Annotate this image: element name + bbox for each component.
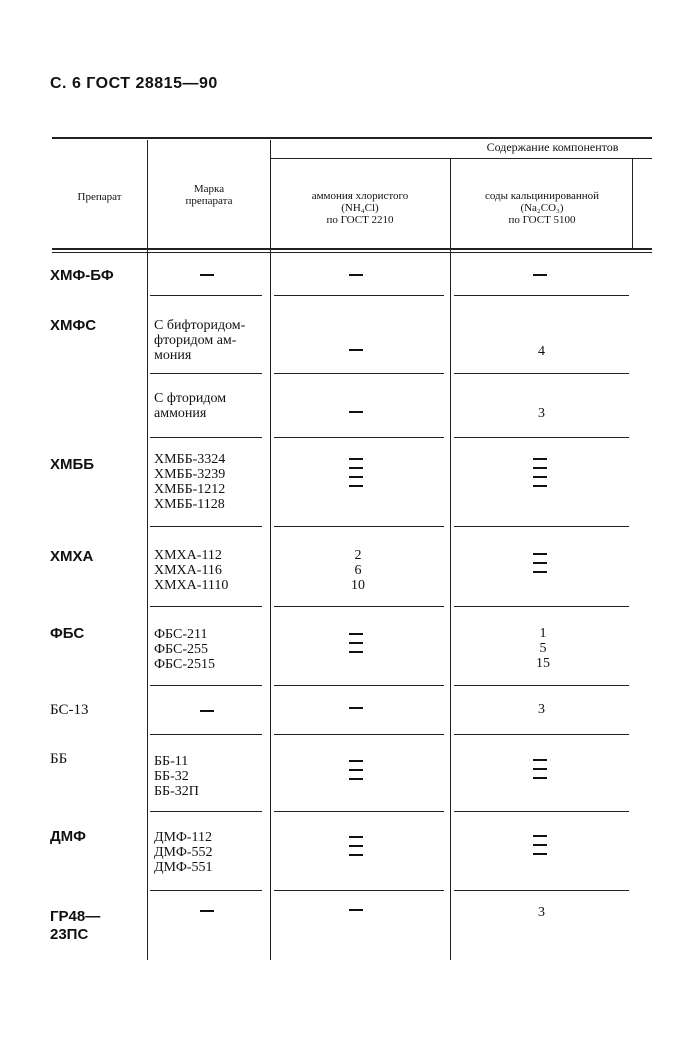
row-sep <box>454 437 629 438</box>
na2co3-dash-list <box>533 753 547 786</box>
na2co3-dash <box>533 268 547 283</box>
na2co3-values <box>530 626 556 671</box>
row-sep <box>454 890 629 891</box>
grade-list <box>154 754 199 799</box>
grade-item: ХМХА-116 <box>154 563 222 578</box>
grade-item: ББ-11 <box>154 754 189 769</box>
prep-name: ХМФ-БФ <box>50 267 114 284</box>
grade-list <box>154 627 215 672</box>
na2co3-value: 3 <box>538 702 545 717</box>
grade-dash <box>200 704 214 719</box>
col-header-nh4cl: аммония хлористого (NH₄Cl) по ГОСТ 2210 <box>311 190 409 226</box>
col-divider-4 <box>632 158 633 250</box>
grade-text: С фторидом аммония <box>154 391 227 421</box>
na2co3-dash-list <box>533 547 547 580</box>
col-header-na2co3: соды кальцинированной (Na₂CO₃) по ГОСТ 5100 <box>484 190 600 226</box>
row-sep <box>274 373 444 374</box>
row-sep <box>274 295 444 296</box>
na2co3-dash-list <box>533 829 547 862</box>
na2co3-value: 4 <box>538 344 545 359</box>
table-top-rule <box>52 137 652 139</box>
grade-list <box>154 548 228 593</box>
grade-item: ФБС-2515 <box>154 657 216 672</box>
grade-list <box>154 452 225 512</box>
na2co3-value: 15 <box>536 656 550 671</box>
prep-name: ХМХА <box>50 548 94 565</box>
row-sep <box>454 295 629 296</box>
row-sep <box>150 373 262 374</box>
header-bottom-rule-2 <box>52 252 652 253</box>
prep-name: ДМФ <box>50 828 86 845</box>
prep-name: ФБС <box>50 625 85 642</box>
prep-name: ГР48— 23ПС <box>50 908 101 943</box>
row-sep <box>274 890 444 891</box>
nh4cl-dash <box>349 268 363 283</box>
row-sep <box>150 890 262 891</box>
grade-list <box>154 830 213 875</box>
na2co3-value: 5 <box>539 641 547 656</box>
page-header: С. 6 ГОСТ 28815—90 <box>50 75 218 92</box>
grade-item: ХМББ-3324 <box>154 452 226 467</box>
row-sep <box>454 685 629 686</box>
nh4cl-value: 6 <box>354 563 362 578</box>
nh4cl-dash <box>349 903 363 918</box>
row-sep <box>274 811 444 812</box>
grade-item: ХМББ-1128 <box>154 497 225 512</box>
grade-text: С бифторидом- фторидом ам- мония <box>154 318 246 363</box>
col-header-preparat: Препарат <box>77 191 122 203</box>
na2co3-value: 3 <box>538 905 545 920</box>
nh4cl-dash-list <box>349 627 363 660</box>
nh4cl-dash-list <box>349 754 363 787</box>
row-sep <box>150 526 262 527</box>
grade-item: ХМХА-112 <box>154 548 222 563</box>
col-divider-3 <box>450 158 451 960</box>
row-sep <box>454 526 629 527</box>
row-sep <box>150 437 262 438</box>
nh4cl-dash <box>349 701 363 716</box>
col-divider-1 <box>147 140 148 960</box>
prep-name: ББ <box>50 751 68 767</box>
grade-item: ФБС-255 <box>154 642 209 657</box>
group-header: Содержание компонентов <box>486 140 619 154</box>
grade-item: ХМББ-1212 <box>154 482 226 497</box>
grade-item: ДМФ-551 <box>154 860 213 875</box>
na2co3-value: 1 <box>539 626 547 641</box>
row-sep <box>274 606 444 607</box>
row-sep <box>454 811 629 812</box>
row-sep <box>150 606 262 607</box>
grade-item: ДМФ-552 <box>154 845 213 860</box>
nh4cl-dash-list <box>349 452 363 494</box>
row-sep <box>454 606 629 607</box>
prep-name: ХМББ <box>50 456 95 473</box>
nh4cl-value: 2 <box>354 548 362 563</box>
grade-dash <box>200 268 214 283</box>
nh4cl-dash <box>349 343 363 358</box>
row-sep <box>274 526 444 527</box>
grade-item: ХМББ-3239 <box>154 467 226 482</box>
nh4cl-values <box>345 548 371 593</box>
row-sep <box>150 734 262 735</box>
nh4cl-value: 10 <box>351 578 365 593</box>
row-sep <box>274 685 444 686</box>
grade-item: ФБС-211 <box>154 627 208 642</box>
row-sep <box>454 734 629 735</box>
row-sep <box>274 437 444 438</box>
grade-dash <box>200 904 214 919</box>
grade-item: ББ-32 <box>154 769 189 784</box>
group-header-rule <box>270 158 652 159</box>
nh4cl-dash-list <box>349 830 363 863</box>
prep-name: БС-13 <box>50 702 89 718</box>
grade-item: ХМХА-1110 <box>154 578 229 593</box>
row-sep <box>150 685 262 686</box>
nh4cl-dash <box>349 405 363 420</box>
row-sep <box>274 734 444 735</box>
header-bottom-rule <box>52 248 652 250</box>
col-header-marka: Марка препарата <box>185 183 233 207</box>
col-divider-2 <box>270 140 271 960</box>
grade-item: ББ-32П <box>154 784 199 799</box>
prep-name: ХМФС <box>50 317 97 334</box>
row-sep <box>150 295 262 296</box>
grade-item: ДМФ-112 <box>154 830 213 845</box>
row-sep <box>454 373 629 374</box>
na2co3-dash-list <box>533 452 547 494</box>
na2co3-value: 3 <box>538 406 545 421</box>
row-sep <box>150 811 262 812</box>
